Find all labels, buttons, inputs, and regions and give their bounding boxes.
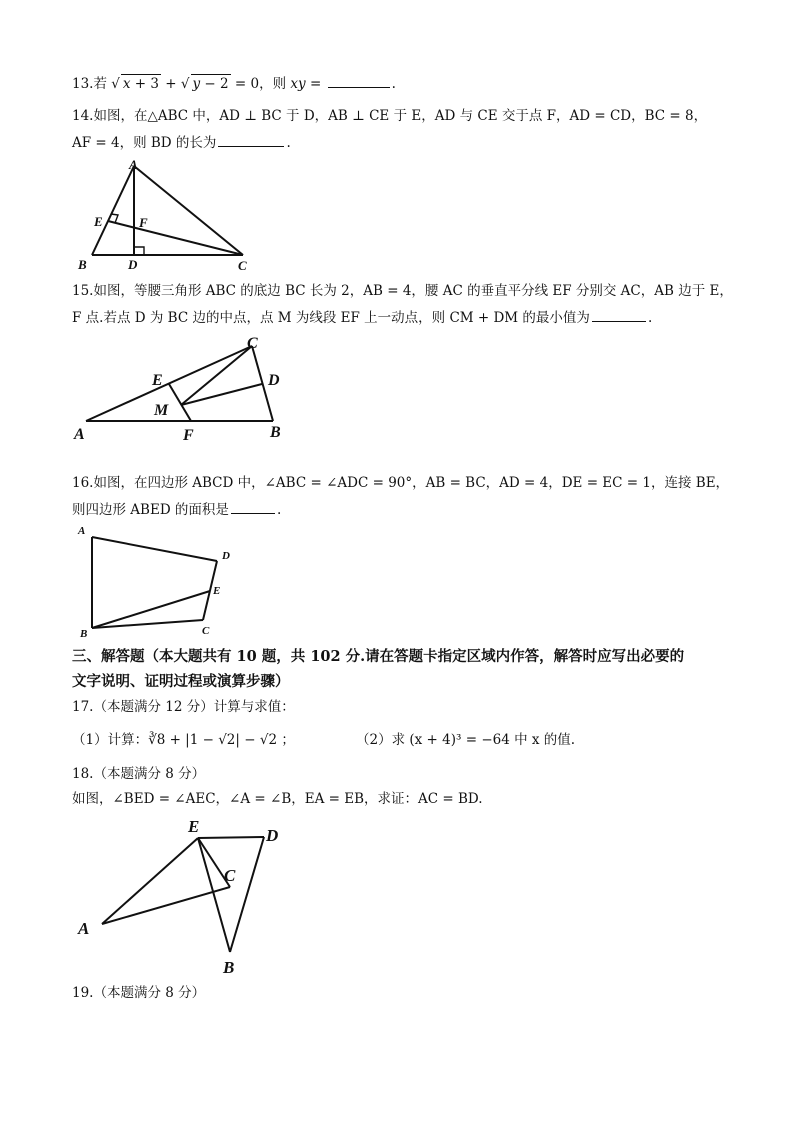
q13-xy: xy xyxy=(290,76,306,92)
q14-label-f: F xyxy=(139,215,148,230)
q14-label-b: B xyxy=(78,257,87,272)
q15-label-c: C xyxy=(247,335,258,352)
q15-label-f: F xyxy=(183,427,194,444)
q15-answer-blank[interactable] xyxy=(592,308,646,322)
q17-part-1: （1）计算：∛8 + |1 − √2| − √2 ； xyxy=(72,732,295,748)
q15-figure xyxy=(70,330,300,446)
q16-label-e: E xyxy=(213,585,221,597)
q15-label-b: B xyxy=(270,424,281,441)
q16-line-2 xyxy=(72,500,281,519)
q14-label-e: E xyxy=(94,214,103,229)
q14-label-d: D xyxy=(128,257,138,272)
q18-label-d: D xyxy=(266,826,279,845)
q14-line-2 xyxy=(72,133,291,152)
q13-formula: √ x + 3 + √ y − 2 xyxy=(111,76,229,92)
q16-label-a: A xyxy=(78,525,86,537)
q15-line-2-text: F 点.若点 D 为 BC 边的中点，点 M 为线段 EF 上一动点，则 CM + DM 的最小值为 xyxy=(72,310,590,326)
q16-label-d: D xyxy=(222,550,230,562)
q18-label-b: B xyxy=(223,958,235,977)
q16-line-1: 16.如图，在四边形 ABCD 中，∠ABC = ∠ADC = 90°，AB = BC，AD = 4，DE = EC = 1，连接 BE， xyxy=(72,475,730,491)
q16-label-c: C xyxy=(202,625,210,637)
q15-line-2 xyxy=(72,308,652,327)
q14-label-c: C xyxy=(238,258,247,273)
q13-prefix: 若 xyxy=(93,76,107,92)
q15-label-d: D xyxy=(268,372,280,389)
q15-label-m: M xyxy=(154,402,169,419)
q15-label-e: E xyxy=(152,372,163,389)
question-13: 13.若 √ x + 3 + √ y − 2 = 0，则 xy = . xyxy=(72,76,396,92)
section-3-heading-line-2: 文字说明、证明过程或演算步骤） xyxy=(72,673,290,690)
q15-end: . xyxy=(647,310,653,326)
q19-header: 19.（本题满分 8 分） xyxy=(72,985,206,1001)
q16-line-2-text: 则四边形 ABED 的面积是 xyxy=(72,502,229,518)
q16-label-b: B xyxy=(80,628,88,640)
q18-label-e: E xyxy=(188,817,200,836)
q18-header: 18.（本题满分 8 分） xyxy=(72,766,206,782)
q17-header: 17.（本题满分 12 分）计算与求值： xyxy=(72,699,295,715)
q16-figure xyxy=(74,522,234,640)
q14-label-a: A xyxy=(129,158,138,172)
q13-number: 13. xyxy=(72,76,94,92)
q18-label-c: C xyxy=(224,866,236,885)
q13-mid: ，则 xyxy=(259,76,287,92)
q18-figure xyxy=(70,812,300,982)
q14-figure xyxy=(72,158,262,276)
q17-part-2: （2）求 (x + 4)³ = −64 中 x 的值. xyxy=(356,732,576,748)
q14-line-1: 14.如图，在△ABC 中，AD ⊥ BC 于 D，AB ⊥ CE 于 E，AD 与 CE 交于点 F，AD = CD，BC = 8， xyxy=(72,108,708,124)
q14-end: . xyxy=(286,135,291,151)
q16-end: . xyxy=(276,502,282,518)
q13-end: . xyxy=(391,76,396,92)
q14-line-2-text: AF = 4，则 BD 的长为 xyxy=(72,135,217,151)
q15-line-1: 15.如图，等腰三角形 ABC 的底边 BC 长为 2，AB = 4，腰 AC 的垂直平分线 EF 分别交 AC，AB 边于 E， xyxy=(72,283,733,299)
q13-answer-blank[interactable] xyxy=(328,74,390,88)
q18-label-a: A xyxy=(78,919,90,938)
q15-label-a: A xyxy=(74,426,85,443)
q18-text: 如图，∠BED = ∠AEC，∠A = ∠B，EA = EB，求证：AC = BD. xyxy=(72,791,483,807)
q14-answer-blank[interactable] xyxy=(218,133,284,147)
q13-equals: = 0 xyxy=(234,76,260,92)
section-3-heading-line-1: 三、解答题（本大题共有 10 题，共 102 分.请在答题卡指定区域内作答，解答时应写出必要的 xyxy=(72,648,685,665)
q16-answer-blank[interactable] xyxy=(231,500,275,514)
